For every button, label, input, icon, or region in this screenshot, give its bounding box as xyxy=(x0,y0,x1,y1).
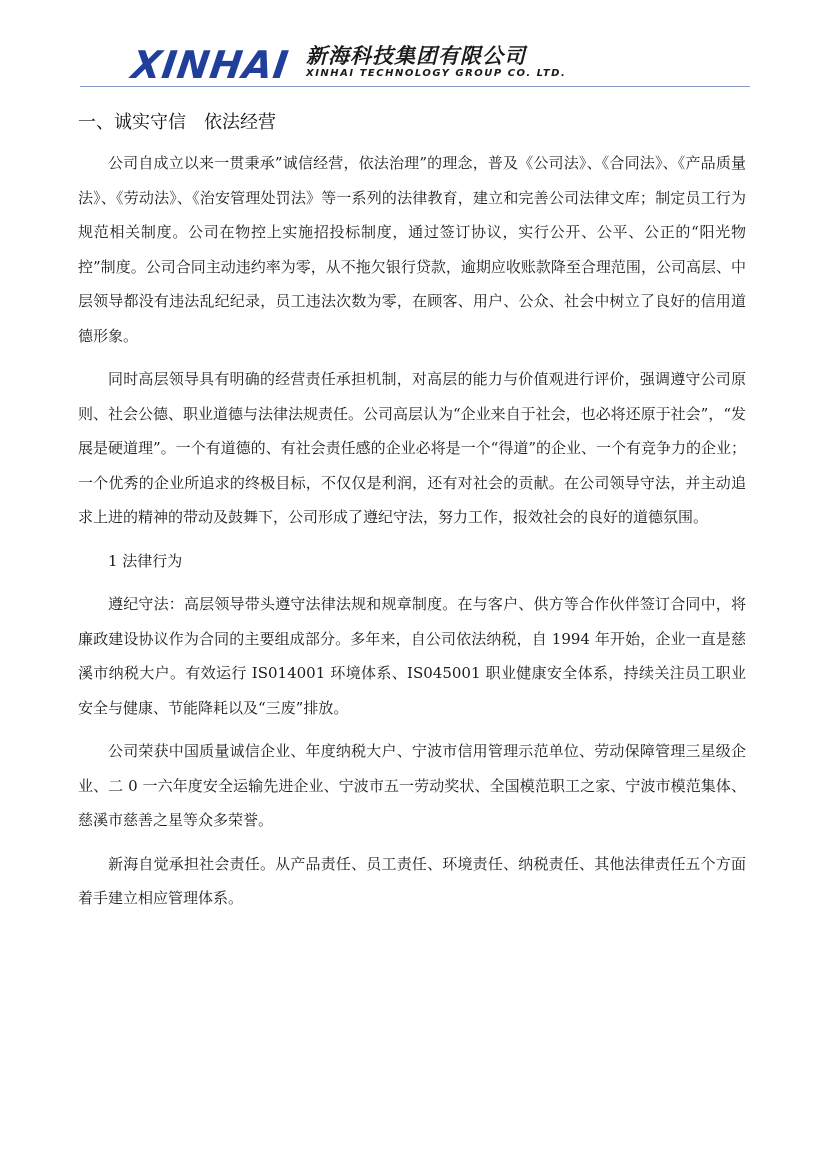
company-logo-wordmark: XINHAI xyxy=(128,43,292,87)
paragraph-2: 同时高层领导具有明确的经营责任承担机制，对高层的能力与价值观进行评价，强调遵守公司原则、社会公德、职业道德与法律法规责任。公司高层认为“企业来自于社会，也必将还原于社会”，“发展是硬道理”。一个有道德的、有社会责任感的企业必将是一个“得道”的企业、一个有竞争力的企业；一个优秀的企业所追求的终极目标，不仅仅是利润，还有对社会的贡献。在公司领导守法，并主动追求上进的精神的带动及鼓舞下，公司形成了遵纪守法，努力工作，报效社会的良好的道德氛围。 xyxy=(78,370,747,526)
page-header xyxy=(0,0,816,92)
company-name-english: XINHAI TECHNOLOGY GROUP CO. LTD. xyxy=(306,68,567,79)
section-heading: 一、诚实守信 依法经营 xyxy=(78,112,276,133)
subsection-heading: 1 法律行为 xyxy=(108,551,183,570)
company-name-chinese: 新海科技集团有限公司 xyxy=(306,44,526,68)
paragraph-4: 公司荣获中国质量诚信企业、年度纳税大户、宁波市信用管理示范单位、劳动保障管理三星级企业、二 0 一六年度安全运输先进企业、宁波市五一劳动奖状、全国模范职工之家、宁波市模范集体、慈溪市慈善之星等众多荣誉。 xyxy=(78,742,746,829)
paragraph-5: 新海自觉承担社会责任。从产品责任、员工责任、环境责任、纳税责任、其他法律责任五个方面着手建立相应管理体系。 xyxy=(78,854,746,907)
header-divider xyxy=(80,86,750,87)
paragraph-1: 公司自成立以来一贯秉承”诚信经营，依法治理”的理念，普及《公司法》、《合同法》、《产品质量法》、《劳动法》、《治安管理处罚法》等一系列的法律教育，建立和完善公司法律文库；制定员工行为规范相关制度。公司在物控上实施招投标制度，通过签订协议，实行公开、公平、公正的“阳光物控”制度。公司合同主动违约率为零，从不拖欠银行贷款，逾期应收账款降至合理范围，公司高层、中层领导都没有违法乱纪纪录，员工违法次数为零，在顾客、用户、公众、社会中树立了良好的信用道德形象。 xyxy=(78,154,746,345)
document-body xyxy=(78,108,746,916)
paragraph-3: 遵纪守法：高层领导带头遵守法律法规和规章制度。在与客户、供方等合作伙伴签订合同中，将廉政建设协议作为合同的主要组成部分。多年来，自公司依法纳税，自 1994 年开始，企业一直是慈溪市纳税大户。有效运行 IS014001 环境体系、IS045001 职业健康安全体系，持续关注员工职业安全与健康、节能降耗以及“三废”排放。 xyxy=(78,595,746,717)
